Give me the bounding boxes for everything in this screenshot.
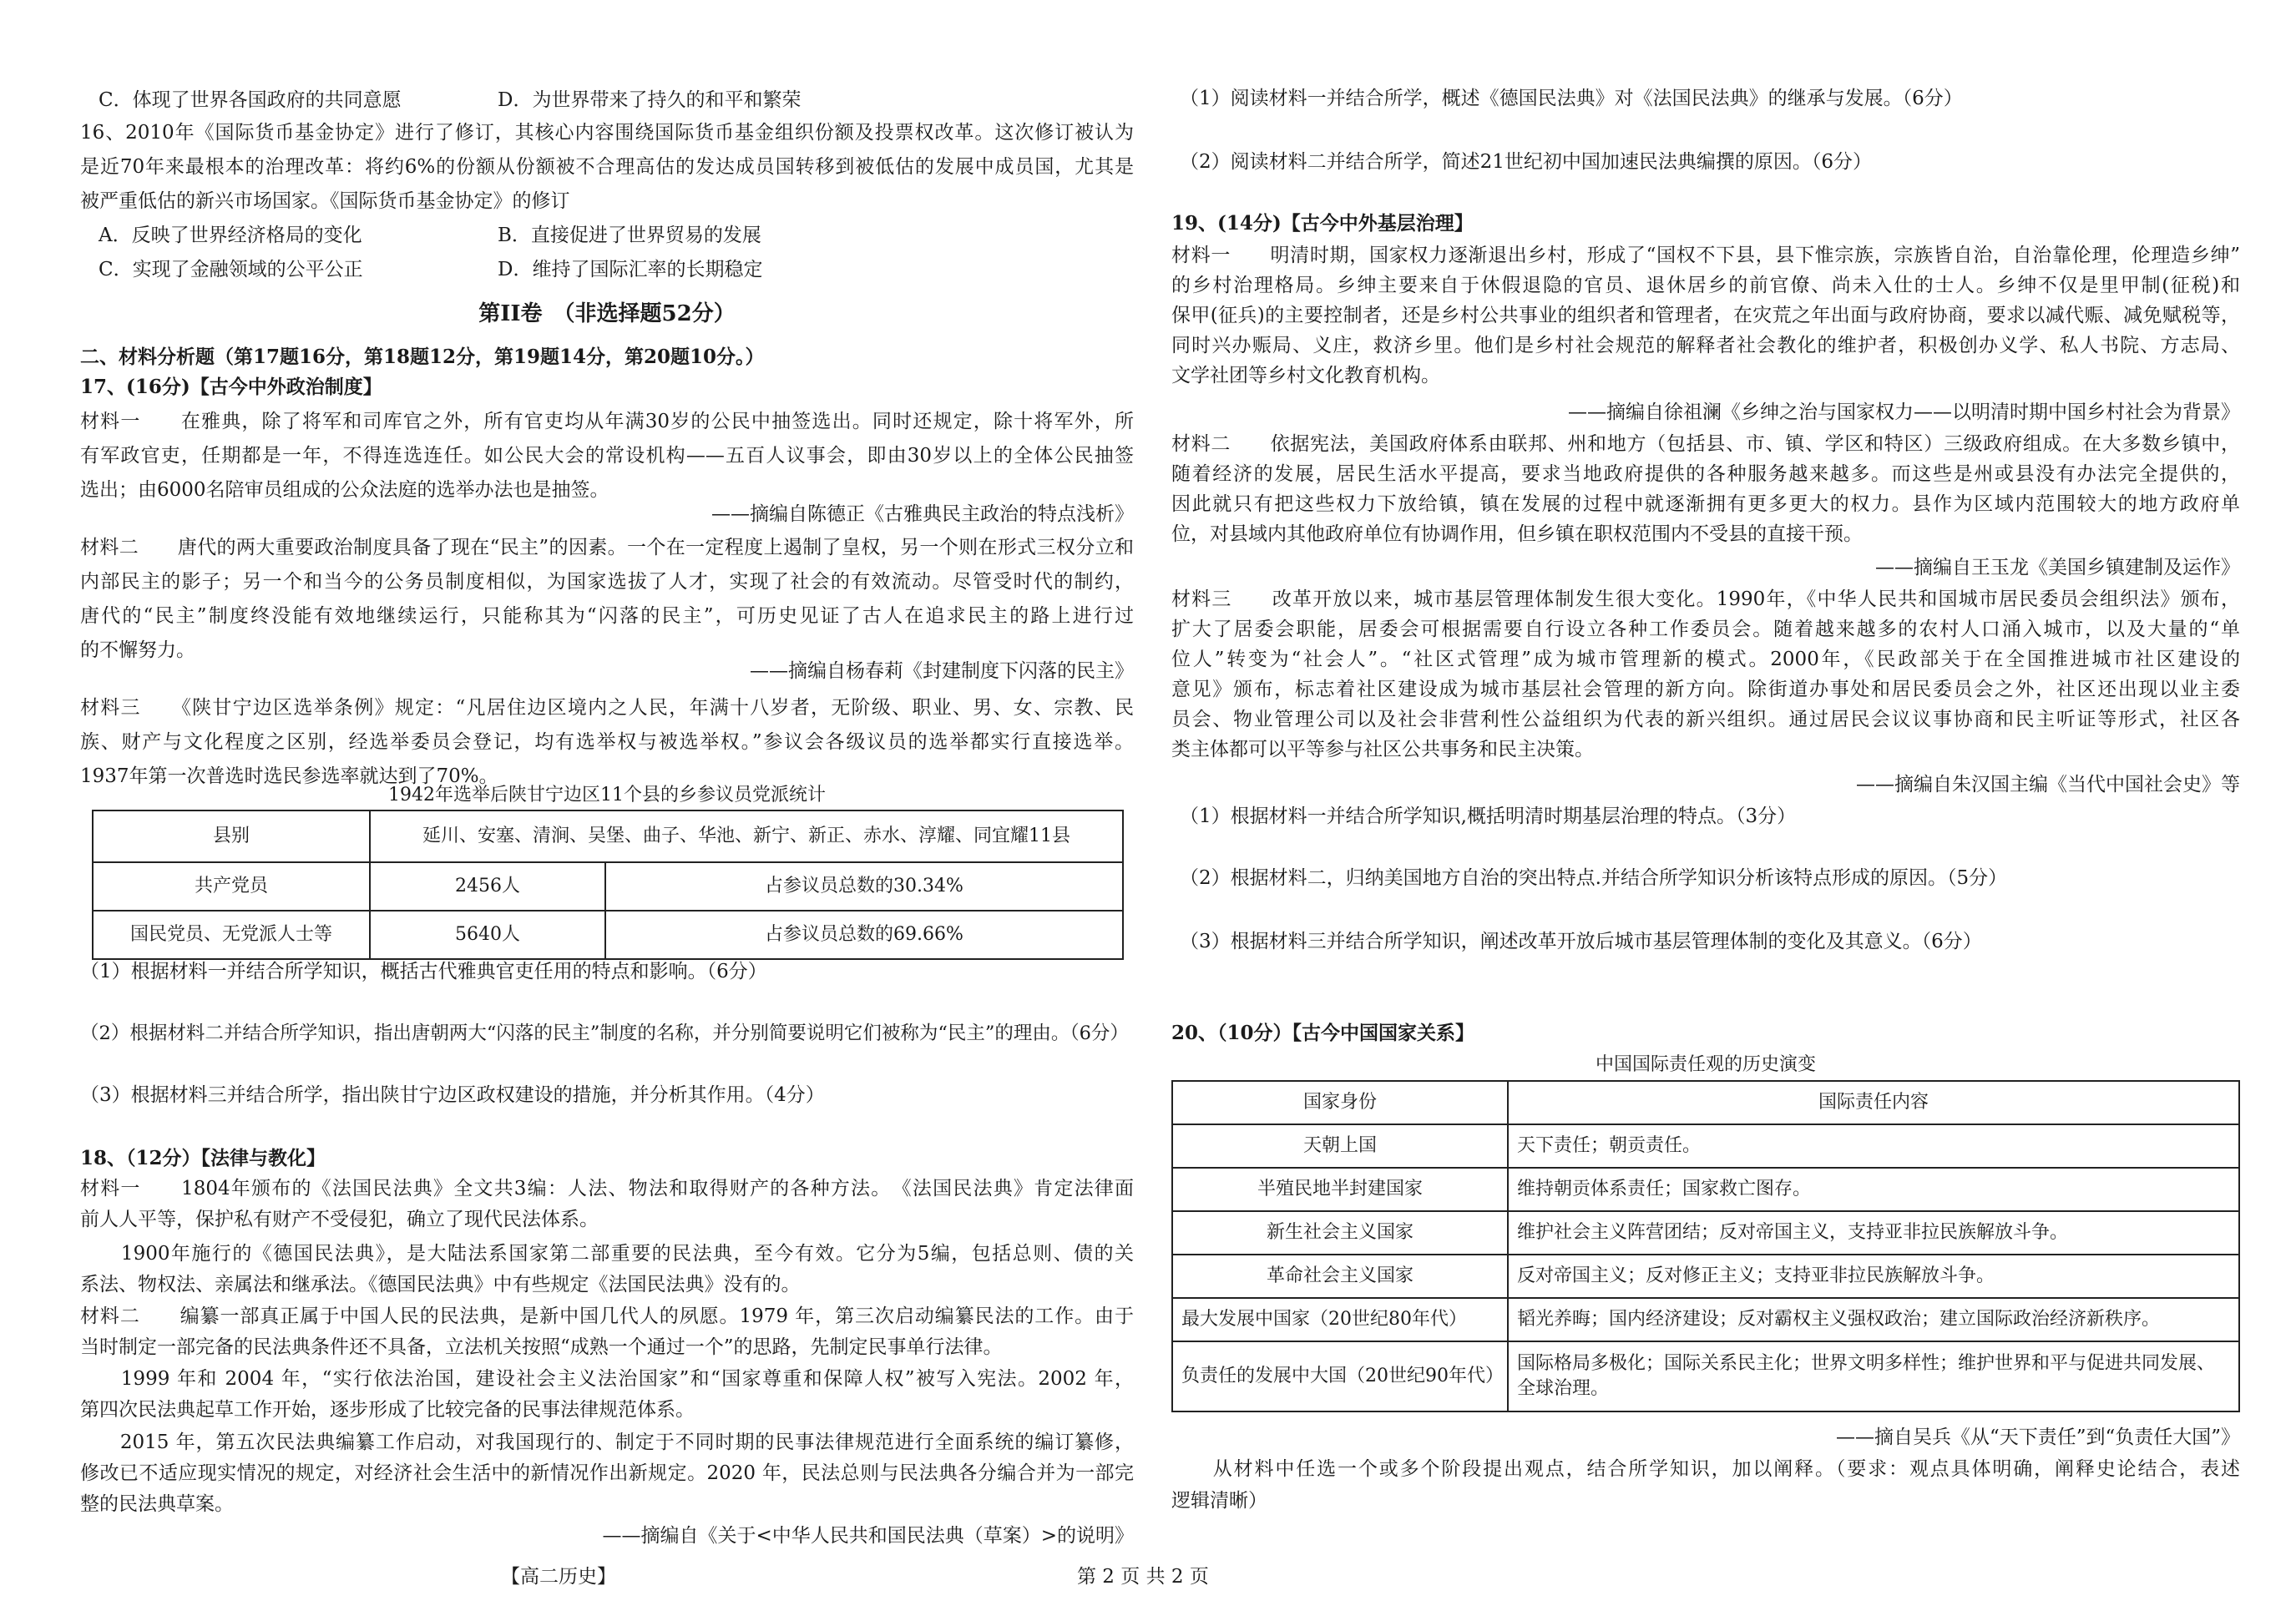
q19-material1-line: 材料一 明清时期，国家权力逐渐退出乡村，形成了“国权不下县，县下惟宗族，宗族皆自治，自治靠伦理，伦理造乡绅” <box>1171 245 2240 266</box>
q19-material1-line: 文学社团等乡村文化教育机构。 <box>1171 365 1440 386</box>
table-row <box>1172 1298 2239 1341</box>
q16-stem-line: 是近70年来最根本的治理改革：将约6%的份额从份额被不合理高估的发达成员国转移到被低估的发展中成员国，尤其是 <box>80 156 1134 178</box>
q19-question-2: （2）根据材料二，归纳美国地方自治的突出特点.并结合所学知识分析该特点形成的原因。（5分） <box>1180 867 2008 889</box>
q17-question-2: （2）根据材料二并结合所学知识，指出唐朝两大“闪落的民主”制度的名称，并分别简要说明它们被称为“民主”的理由。（6分） <box>80 1023 1129 1044</box>
q17-title: 17、(16分)【古今中外政治制度】 <box>80 376 382 398</box>
q18-question-2: （2）阅读材料二并结合所学，简述21世纪初中国加速民法典编撰的原因。（6分） <box>1180 151 1873 173</box>
q19-material1-source: ——摘编自徐祖澜《乡绅之治与国家权力——以明清时期中国乡村社会为背景》 <box>1568 401 2240 423</box>
table-row <box>1172 1211 2239 1255</box>
q19-material2-source: ——摘编自王玉龙《美国乡镇建制及运作》 <box>1875 557 2240 578</box>
q17-material3-line: 材料三 《陕甘宁边区选举条例》规定：“凡居住边区境内之人民，年满十八岁者，无阶级、职业、男、女、宗教、民 <box>80 697 1134 719</box>
q20-prompt-line: 逻辑清晰） <box>1171 1490 1267 1512</box>
q18-material-line: 整的民法典草案。 <box>80 1493 234 1515</box>
table-row <box>1172 1081 2239 1124</box>
q18-material-line: 前人人平等，保护私有财产不受侵犯，确立了现代民法体系。 <box>80 1209 599 1230</box>
table-cell: 县别 <box>93 810 370 862</box>
q17-material3-line: 族、财产与文化程度之区别，经选举委员会登记，均有选举权与被选举权。”参议会各级议员的选举都实行直接选举。 <box>80 731 1134 753</box>
q18-material-line: 2015 年，第五次民法典编纂工作启动，对我国现行的、制定于不同时期的民事法律规范进行全面系统的编订纂修， <box>80 1432 1134 1453</box>
table-header: 国际责任内容 <box>1508 1081 2239 1124</box>
q17-material2-line: 的不懈努力。 <box>80 639 195 661</box>
table-cell: 维持朝贡体系责任；国家救亡图存。 <box>1508 1168 2239 1211</box>
table-cell: 反对帝国主义；反对修正主义；支持亚非拉民族解放斗争。 <box>1508 1255 2239 1298</box>
q20-table <box>1171 1080 2240 1412</box>
table-cell: 韬光养晦；国内经济建设；反对霸权主义强权政治；建立国际政治经济新秩序。 <box>1508 1298 2239 1341</box>
table-cell: 最大发展中国家（20世纪80年代） <box>1172 1298 1508 1341</box>
q18-material-line: 当时制定一部完备的民法典条件还不具备，立法机关按照“成熟一个通过一个”的思路，先制定民事单行法律。 <box>80 1336 1003 1358</box>
q17-material1-line: 材料一 在雅典，除了将军和司库官之外，所有官吏均从年满30岁的公民中抽签选出。同时还规定，除十将军外，所 <box>80 411 1134 432</box>
q18-material-line: 1900年施行的《德国民法典》，是大陆法系国家第二部重要的民法典，至今有效。它分为5编，包括总则、债的关 <box>80 1243 1134 1265</box>
table-cell: 占参议员总数的30.34% <box>605 862 1123 911</box>
q19-title: 19、(14分)【古今中外基层治理】 <box>1171 212 1474 235</box>
table-row <box>93 911 1123 959</box>
q19-material2-line: 随着经济的发展，居民生活水平提高，要求当地政府提供的各种服务越来越多。而这些是州或县没有办法完全提供的， <box>1171 463 2240 485</box>
table-cell: 2456人 <box>370 862 605 911</box>
q19-material3-source: ——摘编自朱汉国主编《当代中国社会史》等 <box>1856 774 2240 795</box>
q19-question-1: （1）根据材料一并结合所学知识,概括明清时期基层治理的特点。（3分） <box>1180 805 1797 827</box>
q19-material3-line: 员会、物业管理公司以及社会非营利性公益组织为代表的新兴组织。通过居民会议议事协商和民主听证等形式，社区各 <box>1171 709 2240 730</box>
table-cell: 天朝上国 <box>1172 1124 1508 1168</box>
table-cell: 革命社会主义国家 <box>1172 1255 1508 1298</box>
q19-material2-line: 因此就只有把这些权力下放给镇，镇在发展的过程中就逐渐拥有更多更大的权力。县作为区域内范围较大的地方政府单 <box>1171 493 2240 515</box>
q19-material3-line: 位人”转变为“社会人”。“社区式管理”成为城市管理新的模式。2000年，《民政部关于在全国推进城市社区建设的 <box>1171 649 2240 670</box>
q17-material2-line: 内部民主的影子；另一个和当今的公务员制度相似，为国家选拔了人才，实现了社会的有效流动。尽管受时代的制约， <box>80 571 1134 593</box>
q16-stem-line: 16、2010年《国际货币基金协定》进行了修订，其核心内容围绕国际货币基金组织份额及投票权改革。这次修订被认为 <box>80 122 1134 144</box>
table-row <box>1172 1341 2239 1411</box>
footer-page-number: 第 2 页 共 2 页 <box>1077 1566 1209 1588</box>
q17-material1-source: ——摘编自陈德正《古雅典民主政治的特点浅析》 <box>711 503 1134 525</box>
table-row <box>1172 1124 2239 1168</box>
q18-title: 18、（12分）【法律与教化】 <box>80 1147 326 1169</box>
table-cell: 5640人 <box>370 911 605 959</box>
q19-material2-line: 位，对县域内其他政府单位有协调作用，但乡镇在职权范围内不受县的直接干预。 <box>1171 523 1863 545</box>
table-cell: 天下责任；朝贡责任。 <box>1508 1124 2239 1168</box>
q17-material3-line: 1937年第一次普选时选民参选率就达到了70%。 <box>80 765 498 787</box>
section-title: 第II卷 （非选择题52分） <box>478 301 736 326</box>
q18-material-line: 系法、物权法、亲属法和继承法。《德国民法典》中有些规定《法国民法典》没有的。 <box>80 1274 801 1295</box>
footer-subject: 【高二历史】 <box>501 1566 616 1588</box>
q17-material2-line: 材料二 唐代的两大重要政治制度具备了现在“民主”的因素。一个在一定程度上遏制了皇权，另一个则在形式三权分立和 <box>80 537 1134 558</box>
table-cell: 新生社会主义国家 <box>1172 1211 1508 1255</box>
table-cell: 共产党员 <box>93 862 370 911</box>
q19-material3-line: 意见》颁布，标志着社区建设成为城市基层社会管理的新方向。除街道办事处和居民委员会之外，社区还出现以业主委 <box>1171 679 2240 700</box>
table-cell: 国民党员、无党派人士等 <box>93 911 370 959</box>
q18-material-line: 1999 年和 2004 年，“实行依法治国，建设社会主义法治国家”和“国家尊重和保障人权”被写入宪法。2002 年， <box>80 1368 1134 1390</box>
table-cell: 国际格局多极化；国际关系民主化；世界文明多样性；维护世界和平与促进共同发展、全球治理。 <box>1508 1341 2239 1411</box>
table-row <box>93 810 1123 862</box>
q17-question-1: （1）根据材料一并结合所学知识，概括古代雅典官吏任用的特点和影响。（6分） <box>80 961 767 982</box>
q19-material1-line: 同时兴办赈局、义庄，救济乡里。他们是乡村社会规范的解释者社会教化的维护者，积极创办义学、私人书院、方志局、 <box>1171 335 2240 356</box>
q16-option-c: C．实现了金融领域的公平公正 <box>99 259 363 280</box>
q19-material1-line: 的乡村治理格局。乡绅主要来自于休假退隐的官员、退休居乡的前官僚、尚未入仕的士人。乡绅不仅是里甲制(征税)和 <box>1171 275 2240 296</box>
table-row <box>1172 1255 2239 1298</box>
q16-option-a: A．反映了世界经济格局的变化 <box>99 225 362 246</box>
q18-material-line: 第四次民法典起草工作开始，逐步形成了比较完备的民事法律规范体系。 <box>80 1399 695 1421</box>
q19-question-3: （3）根据材料三并结合所学知识，阐述改革开放后城市基层管理体制的变化及其意义。（6分） <box>1180 931 1982 952</box>
table-cell: 延川、安塞、清涧、吴堡、曲子、华池、新宁、新正、赤水、淳耀、同宜耀11县 <box>370 810 1123 862</box>
q17-table-caption: 1942年选举后陕甘宁边区11个县的乡参议员党派统计 <box>388 785 826 805</box>
q20-title: 20、（10分）【古今中国国家关系】 <box>1171 1022 1475 1044</box>
q17-material2-source: ——摘编自杨春莉《封建制度下闪落的民主》 <box>750 660 1134 682</box>
table-row <box>1172 1168 2239 1211</box>
q17-material2-line: 唐代的“民主”制度终没能有效地继续运行，只能称其为“闪落的民主”，可历史见证了古人在追求民主的路上进行过 <box>80 605 1134 627</box>
table-row <box>93 862 1123 911</box>
q18-question-1: （1）阅读材料一并结合所学，概述《德国民法典》对《法国民法典》的继承与发展。（6分） <box>1180 88 1963 109</box>
table-cell: 半殖民地半封建国家 <box>1172 1168 1508 1211</box>
q18-material-line: 材料一 1804年颁布的《法国民法典》全文共3编：人法、物法和取得财产的各种方法。 《法国民法典》肯定法律面 <box>80 1178 1134 1199</box>
q17-table <box>92 810 1124 960</box>
table-header: 国家身份 <box>1172 1081 1508 1124</box>
q19-material3-line: 扩大了居委会职能，居委会可根据需要自行设立各种工作委员会。随着越来越多的农村人口涌入城市，以及大量的“单 <box>1171 619 2240 640</box>
q17-question-3: （3）根据材料三并结合所学，指出陕甘宁边区政权建设的措施，并分析其作用。（4分） <box>80 1084 825 1106</box>
q16-option-b: B．直接促进了世界贸易的发展 <box>498 225 761 246</box>
q18-material-line: 修改已不适应现实情况的规定，对经济社会生活中的新情况作出新规定。2020 年，民法总则与民法典各分编合并为一部完 <box>80 1462 1134 1484</box>
q20-prompt-line: 从材料中任选一个或多个阶段提出观点，结合所学知识，加以阐释。（要求：观点具体明确，阐释史论结合，表述 <box>1171 1458 2240 1480</box>
q16-option-d: D．维持了国际汇率的长期稳定 <box>498 259 763 280</box>
q18-material-line: 材料二 编纂一部真正属于中国人民的民法典，是新中国几代人的夙愿。1979 年，第三次启动编纂民法的工作。由于 <box>80 1305 1134 1327</box>
table-cell: 负责任的发展中大国（20世纪90年代） <box>1172 1341 1508 1411</box>
q18-source: ——摘编自《关于<中华人民共和国民法典（草案）>的说明》 <box>602 1525 1134 1547</box>
q17-material1-line: 有军政官吏，任期都是一年，不得连选连任。如公民大会的常设机构——五百人议事会，即由30岁以上的全体公民抽签 <box>80 445 1134 467</box>
q16-stem-line: 被严重低估的新兴市场国家。《国际货币基金协定》的修订 <box>80 190 570 212</box>
section-subtitle: 二、材料分析题（第17题16分，第18题12分，第19题14分，第20题10分。） <box>80 346 765 368</box>
q19-material1-line: 保甲(征兵)的主要控制者，还是乡村公共事业的组织者和管理者，在灾荒之年出面与政府协商，要求以减代赈、减免赋税等， <box>1171 305 2240 326</box>
q20-source: ——摘自吴兵《从“天下责任”到“负责任大国”》 <box>1835 1427 2240 1448</box>
table-cell: 维护社会主义阵营团结；反对帝国主义，支持亚非拉民族解放斗争。 <box>1508 1211 2239 1255</box>
q15-option-d: D．为世界带来了持久的和平和繁荣 <box>498 89 802 111</box>
table-cell: 占参议员总数的69.66% <box>605 911 1123 959</box>
q19-material2-line: 材料二 依据宪法，美国政府体系由联邦、州和地方（包括县、市、镇、学区和特区）三级政府组成。在大多数乡镇中， <box>1171 433 2240 455</box>
q17-material1-line: 选出；由6000名陪审员组成的公众法庭的选举办法也是抽签。 <box>80 479 609 501</box>
q15-option-c: C．体现了世界各国政府的共同意愿 <box>99 89 402 111</box>
q20-table-caption: 中国国际责任观的历史演变 <box>1595 1054 1816 1075</box>
q19-material3-line: 类主体都可以平等参与社区公共事务和民主决策。 <box>1171 739 1594 760</box>
page-footer <box>0 1561 2296 1594</box>
q19-material3-line: 材料三 改革开放以来，城市基层管理体制发生很大变化。1990年，《中华人民共和国城市居民委员会组织法》颁布， <box>1171 588 2240 610</box>
